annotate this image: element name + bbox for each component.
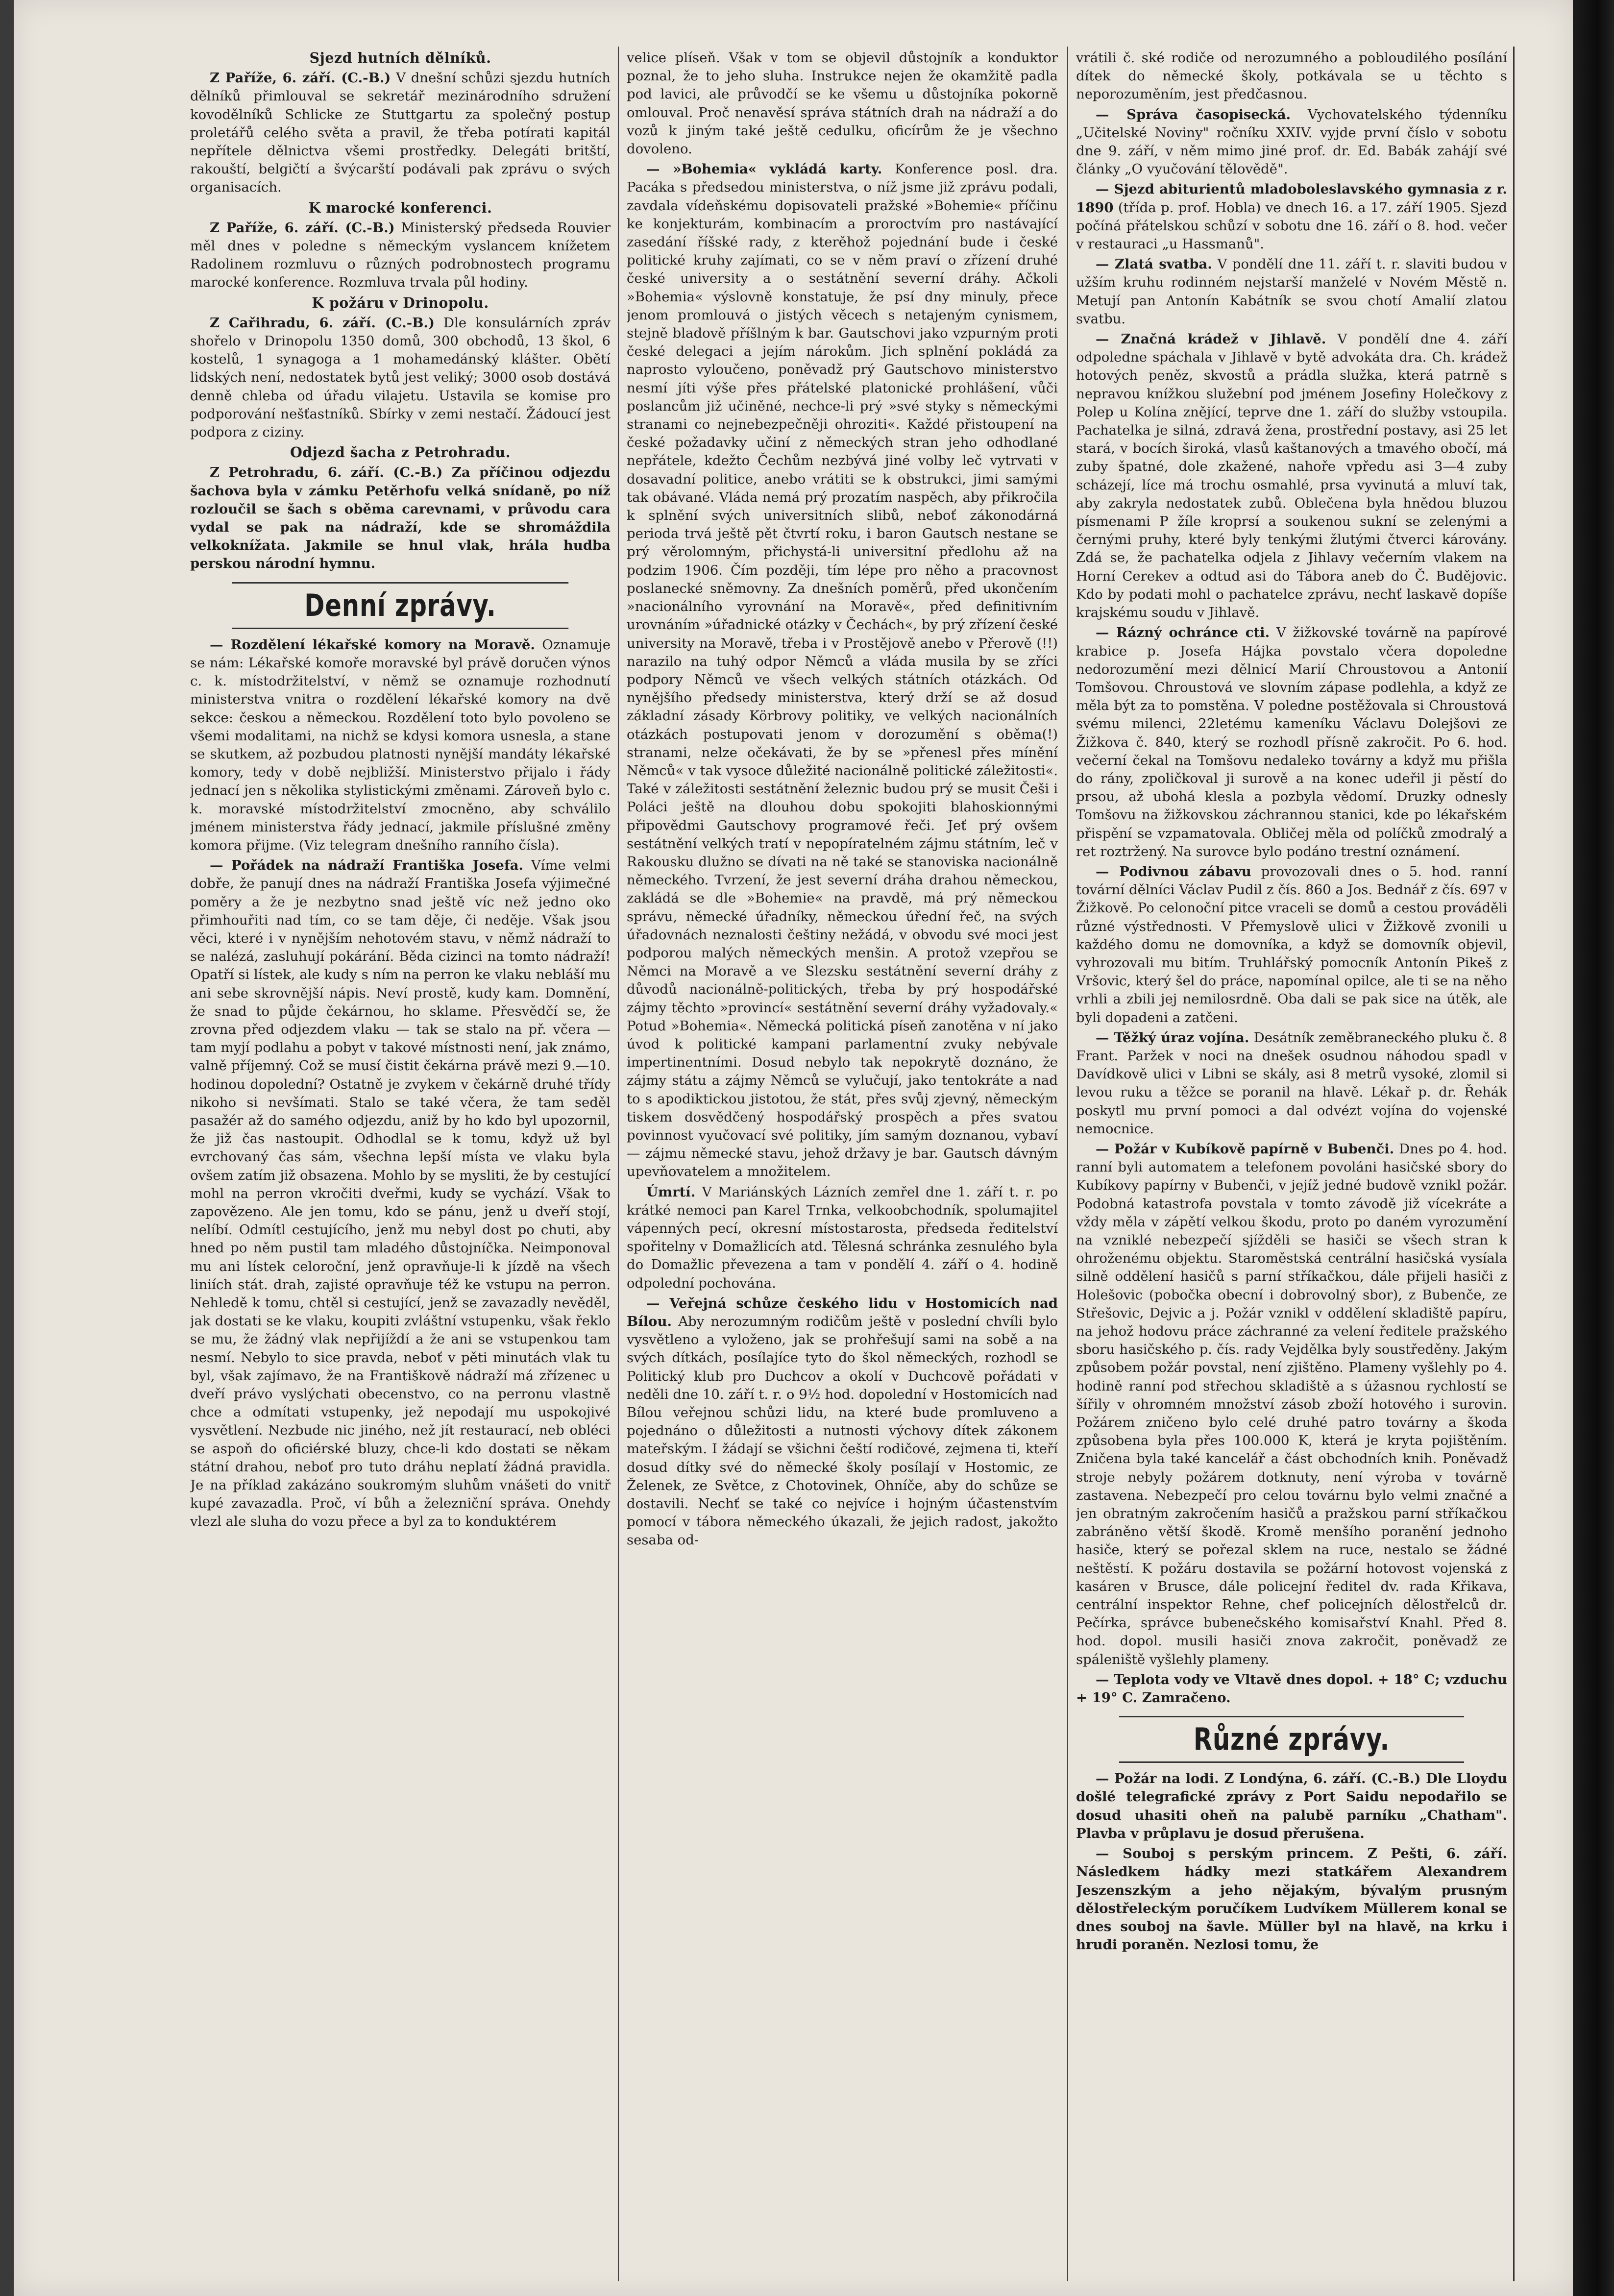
article-body: + 18° C; vzduchu + 19° C. Zamračeno. <box>1076 1671 1507 1706</box>
headline: K marocké konferenci. <box>308 199 492 216</box>
article <box>190 219 611 292</box>
article-lead: Úmrtí. <box>646 1184 696 1200</box>
article-body: V dnešní schůzi sjezdu hutních dělníků přimlouval se sekretář mezinárodního sdružení kovodělníků Schlicke ze Stuttgartu za společný postup proletářů celého světa a pravil, že třeba potírati kapitál nepřítele dělnictva všemi prostředky. Delegáti britští, rakouští, belgičtí a švýcarští podávali pak zprávu o svých organisacích. <box>190 70 611 195</box>
article-body: (třída p. prof. Hobla) ve dnech 16. a 17. září 1905. Sjezd počíná přátelskou schůzí v sobotu dne 16. září o 8. hod. večer v restauraci „u Hassmanů". <box>1076 199 1507 252</box>
article <box>1076 1140 1507 1669</box>
article <box>1076 1770 1507 1843</box>
column-3 <box>1076 49 1507 2286</box>
article-lead: — Správa časopisecká. <box>1096 106 1291 122</box>
article <box>1076 1671 1507 1707</box>
article <box>627 1183 1058 1293</box>
article-lead: — Požár na lodi. <box>1096 1771 1219 1787</box>
scan-edge <box>1573 0 1614 2296</box>
article-body: V pondělí dne 11. září t. r. slaviti budou v užším kruhu rodinném nejstarší manželé v Novém Městě n. Metují pan Antonín Kabátník se svou chotí Amalií zlatou svatbu. <box>1076 256 1507 327</box>
article <box>1076 255 1507 328</box>
article <box>1076 180 1507 253</box>
headline: Odjezd šacha z Petrohradu. <box>290 444 511 461</box>
article <box>627 160 1058 1181</box>
article-body: V žižkovské továrně na papírové krabice p. Josefa Hájka povstalo včera dopoledne nedorozumění mezi dělnicí Marií Chroustovou a Antonií Tomšovou. Chroustová ve slovním zápase podlehla, a když ze měla být za to pomstěna. V poledne postěžovala si Chroustová svému milenci, 22letému kameníku Václavu Dolejšovi ze Žižkova č. 840, který se rozhodl přísně zakročit. Po 6. hod. večerní čekal na Tomšovu nedaleko továrny a když mu přišla do rány, zpoličkoval ji surově a na konec udeřil ji pěstí do prsou, až ubohá klesla a pozbyla vědomí. Druzky odnesly Tomšovu na žižkovskou záchrannou stanici, kde po lékařském přispění se vzpamatovala. Obličej měla od políčků zmodralý a ret roztržený. Na surovce bylo podáno trestní oznámení. <box>1076 625 1507 859</box>
article-lead: — Zlatá svatba. <box>1096 256 1212 272</box>
article-lead: — Rozdělení lékařské komory na Moravě. <box>210 636 535 653</box>
article <box>1076 1845 1507 1954</box>
article-body: Aby nerozumným rodičům ještě v poslední chvíli bylo vysvětleno a vyloženo, jak se prohřešují sami na sobě a na svých dítkách, posílajíce tyto do škol německých, rozhodl se Politický klub pro Duchcov a okolí v Duchcově pořádati v neděli dne 10. září t. r. o 9½ hod. dopolední v Hostomicích nad Bílou veřejnou schůzi lidu, na které bude promluveno a pojednáno o důležitosti a nutnosti výchovy dítek zákonem mateřským. I žádají se všichni čeští rodičové, zejmena ti, kteří dosud dítky své do německé školy posílají v Hostomic, ze Želenek, ze Světce, z Chotovinek, Ohníče, aby do schůze se dostavili. Nechť se také co nejvíce i hojným účastenstvím pomocí v tábora německého úkazali, že jejich radost, jakožto sesaba od- <box>627 1314 1058 1548</box>
dateline: Z Paříže, 6. září. (C.-B.) <box>210 70 391 86</box>
article <box>627 1295 1058 1550</box>
article <box>1076 1029 1507 1138</box>
article-body: V Mariánských Lázních zemřel dne 1. září t. r. po krátké nemoci pan Karel Trnka, velkoobchodník, spolumajitel vápenných pecí, okresní místostarosta, předseda ředitelství spořitelny v Domažlicích atd. Tělesná schránka zesnulého byla do Domažlic převezena a tam v pondělí 4. září o 4. hodině odpolední pochována. <box>627 1184 1058 1291</box>
article-body: Víme velmi dobře, že panují dnes na nádraží Františka Josefa výjimečné poměry a že je nezbytno snad ještě víc než jedno oko přimhouřiti nad tím, co se tam děje, či neděje. Však jsou věci, které i v nynějším nehotovém stavu, v němž nádraží to se nalézá, zasluhují pokárání. Běda cizinci na tomto nádraží! Opatří si lístek, ale kudy s ním na perron ke vlaku nebláší mu ani sebe skrovnější nápis. Neví prostě, kudy kam. Domnění, že snad to půjde čekárnou, ho sklame. Přesvědčí se, že zrovna před odjezdem vlaku — tak se stalo na př. včera — tam myjí podlahu a pobyt v takové místnosti není, jak známo, valně příjemný. Což se musí čistit čekárna právě mezi 9.—10. hodinou dopolední? Ostatně je zvykem v čekárně druhé třídy nikoho si nevšímati. Stalo se také včera, že tam seděl pasažér až do samého odjezdu, aniž by ho kdo byl upozornil, že již čas nastoupit. Odhodlal se k tomu, když už byl evrchovaný čas sám, všechna lepší místa ve vlaku byla ovšem zatím již obsazena. Mohlo by se mysliti, že by cestující mohl na perron vkročiti dveřmi, kudy se vychází. Však to zapovězeno. Ale jen tomu, kdo se pánu, jenž u dveří stojí, nelíbí. Odmítl cestujícího, jenž mu nebyl dost po chuti, aby hned po něm pustil tam mladého důstojníčka. Neimponoval mu ani lístek celoroční, jenž opravňuje-li k jízdě na všech liniích stát. drah, zajisté opravňuje též ke vstupu na perron. Nehledě k tomu, chtěl si cestující, jenž se zavazadly nevěděl, jak dostati se ke vlaku, koupiti zvláštní vstupenku, však řeklo se mu, že žádný vlak nepřijíždí a že ani se vstupenkou tam nesmí. Nebylo to sice pravda, neboť v pěti minutách vlak tu byl, však zajímavo, že na Františkově nádraží má zřízenec u dveří právo vyslýchati obecenstvo, co na perronu vlastně chce a odmítati vstupenky, jež nepodají mu uspokojivé vysvětlení. Nezbude nic jiného, než jít restaurací, neb obléci se aspoň do oficiérské bluzy, chce-li kdo dostati se někam státní drahou, neboť pro tuto dráhu neplatí žádná pravidla. Je na příklad zakázáno soukromým sluhům vnášeti do vnitř kupé zavazadla. Proč, ví bůh a železniční správa. Onehdy vlezl ale sluha do vozu přece a byl za to konduktérem <box>190 857 611 1530</box>
article <box>190 464 611 573</box>
article-continuation: velice plíseň. Však v tom se objevil důstojník a konduktor poznal, že to jeho sluha. Instrukce nejen že okamžitě padla pod lavici, ale průvodčí se ke všemu u důstojníka pokorně omlouval. Proč nenavěsí správa státních drah na nádraží a do vozů k jiným také ještě cedulku, oficírům že je všechno dovoleno. <box>627 50 1058 157</box>
article <box>1076 624 1507 861</box>
article-lead: — Teplota vody ve Vltavě dnes dopol. <box>1096 1671 1373 1687</box>
section-title: Denní zprávy. <box>232 582 568 629</box>
column-2 <box>627 49 1058 2286</box>
article-lead: — Rázný ochránce cti. <box>1096 625 1270 641</box>
article-continuation: vrátili č. ské rodiče od nerozumného a pobloudilého posílání dítek do německé školy, potkávala se u těchto s neporozuměním, jest předčasnou. <box>1076 50 1507 102</box>
article-lead: — Veřejná schůze českého lidu v Hostomicích nad Bílou. <box>627 1295 1058 1330</box>
article-body: Desátník zeměbraneckého pluku č. 8 Frant. Paržek v noci na dnešek osudnou náhodou spadl v Davídkově ulici v Libni se skály, asi 8 metrů vysoké, zlomil si levou ruku a těžce se poranil na hlavě. Lékař p. dr. Řehák poskytl mu první pomoci a dal odvézt vojína do vojenské nemocnice. <box>1076 1029 1507 1137</box>
dateline: Z Cařihradu, 6. září. (C.-B.) <box>210 315 435 331</box>
article-lead: — Pořádek na nádraží Františka Josefa. <box>210 857 524 874</box>
article-body: Vychovatelského týdenníku „Učitelské Noviny" ročníku XXIV. vyjde první číslo v sobotu dne 9. září, v něm mimo jiné prof. dr. Ed. Babák zahájí své články „O vyučování tělovědě". <box>1076 106 1507 177</box>
article-body: Dle konsulárních zpráv shořelo v Drinopolu 1350 domů, 300 obchodů, 13 škol, 6 kostelů, 1 synagoga a 1 mohamedánský klášter. Obětí lidských není, nedostatek bytů jest veliký; 3000 osob dostává denně chleba od úřadu vilajetu. Ustavila se komise pro podporování nešťastníků. Sbírky v zemi nestačí. Žádoucí jest podpora z ciziny. <box>190 315 611 440</box>
dateline: Z Paříže, 6. září. (C.-B.) <box>210 220 395 236</box>
article-lead: — Podivnou zábavu <box>1096 863 1251 879</box>
column-1 <box>190 49 611 2286</box>
article <box>190 69 611 196</box>
column-divider <box>618 47 619 2281</box>
dateline: Z Petrohradu, 6. září. (C.-B.) <box>210 464 443 481</box>
article <box>1076 330 1507 622</box>
article-body: Z Pešti, 6. září. Následkem hádky mezi statkářem Alexandrem Jeszenszkým a jeho nějakým, bývalým prusným dělostřeleckým poručíkem Ludvíkem Müllerem konal se dnes souboj na šavle. Müller byl na hlavě, na krku i hrudi poraněn. Nezlosi tomu, že <box>1076 1846 1507 1953</box>
section-title: Různé zprávy. <box>1119 1716 1464 1763</box>
article-lead: — Těžký úraz vojína. <box>1096 1029 1249 1046</box>
article-body: V pondělí dne 4. září odpoledne spáchala v Jihlavě v bytě advokáta dra. Ch. krádež hotových peněz, skvostů a prádla služka, která patrně s nepravou knížkou služební pod jménem Josefiny Holečkovy z Polep u Kolína znějící, teprve dne 1. září do služby vstoupila. Pachatelka je silná, zdravá žena, prostřední postavy, asi 25 let stará, v bocích široká, vlasů kaštanových a tmavého obočí, má zuby špatné, dole zkažené, nahoře vpředu asi 3—4 zuby scházejí, líce má trochu osmahlé, prsa vyvinutá a mluví tak, aby zakryla nedostatek zubů. Oblečena byla hnědou bluzou písmenami P žíle kroprsí a soukenou sukní se zelenými a černými pruhy, které byly tenkými žlutými čtverci károvány. Zdá se, že pachatelka odjela z Jihlavy večerním vlakem na Horní Cerekev a odtud asi do Tábora aneb do Č. Budějovic. Kdo by podati mohl o pachatelce zprávu, nechť laskavě dopíše krajskému soudu v Jihlavě. <box>1076 331 1507 621</box>
newspaper-page <box>14 0 1573 2296</box>
article <box>190 314 611 441</box>
article <box>190 636 611 855</box>
article-lead: — Sjezd abiturientů mladoboleslavského gymnasia z r. 1890 <box>1076 181 1507 216</box>
page-right-border <box>1513 47 1515 2281</box>
article-body: Za příčinou odjezdu šachova byla v zámku Petěrhofu velká snídaně, po níž rozloučil se šach s oběma carevnami, v průvodu cara vydal se pak na nádraží, kde se shromáždila velkoknížata. Jakmile se hnul vlak, hrála hudba perskou národní hymnu. <box>190 464 611 572</box>
article-lead: — Značná krádež v Jihlavě. <box>1096 331 1326 347</box>
article-body: provozovali dnes o 5. hod. ranní tovární dělníci Václav Pudil z čís. 860 a Jos. Bednář z čís. 697 v Žižkově. Po celonoční pitce vraceli se domů a cestou prováděli různé výstřednosti. V Přemyslově ulici v Žižkově zvonili u každého domu ne domovníka, a když se domovník objevil, vyhrozovali mu bitím. Truhlářský pomocník Antonín Pikeš z Vršovic, který šel do práce, napomínal opilce, ale ti se na něho vrhli a zbili jej nemilosrdně. Oba dali se pak sice na útěk, ale byli dopadeni a zatčeni. <box>1076 863 1507 1026</box>
article-lead: — Souboj s perským princem. <box>1096 1846 1354 1862</box>
article-lead: — Požár v Kubíkově papírně v Bubenči. <box>1096 1141 1394 1157</box>
article-body: Oznamuje se nám: Lékařské komoře moravské byl právě doručen výnos c. k. místodržitelství, v němž se oznamuje rozhodnutí ministerstva vnitra o rozdělení lékařské komory na dvě sekce: českou a německou. Rozdělení toto bylo povoleno se všemi modalitami, na nichž se kdysi komora usnesla, a stane se skutkem, až pozbudou platnosti nynější mandáty lékařské komory, tedy v době nejbližší. Ministerstvo přijalo i řády jednací jen s několika stylistickými změnami. Zároveň bylo c. k. moravské místodržitelství zmocněno, aby schválilo jménem ministerstva řády jednací, jakmile příslušné změny komora přijme. (Viz telegram dnešního ranního čísla). <box>190 636 611 853</box>
article-lead: — »Bohemia« vykládá karty. <box>646 161 882 177</box>
headline: Sjezd hutních dělníků. <box>309 49 491 66</box>
article-body: Z Londýna, 6. září. (C.-B.) Dle Lloydu došlé telegrafické zprávy z Port Saidu nepodařilo se dosud uhasiti oheň na palubě parníku „Chatham". Plavba v průplavu je dosud přerušena. <box>1076 1771 1507 1841</box>
article <box>1076 106 1507 179</box>
headline: K požáru v Drinopolu. <box>312 294 489 311</box>
article <box>1076 863 1507 1027</box>
column-divider <box>1067 47 1068 2281</box>
article <box>190 856 611 1531</box>
article-body: Dnes po 4. hod. ranní byli automatem a telefonem povoláni hasičské sbory do Kubíkovy papírny v Bubenči, v jejíž jedné budově vznikl požár. Podobná katastrofa povstala v tomto závodě již vícekráte a vždy měla v zápětí velkou škodu, proto po daném vyrozumění na vzniklé nebezpečí sjížděli se hasiči se všech stran k ohroženému objektu. Staroměstská centrální hasičská vysíala silně oddělení hasičů s parní stříkačkou, dále přijeli hasiči z Holešovic (pobočka obecní i dobrovolný sbor), z Bubenče, ze Střešovic, Dejvic a j. Požár vznikl v oddělení skladiště papíru, na jehož hodovu práce záchranné za velení ředitele pražského sboru hasičského p. čís. rady Vejdělka byly soustředěny. Jakým způsobem požár povstal, není zjištěno. Plameny vyšlehly po 4. hodině ranní pod střechou skladiště a s úžasnou rychlostí se šířily v ohromném množství zásob zboží hotového i surovin. Požárem zničeno bylo celé druhé patro továrny a škoda způsobena byla přes 100.000 K, která je kryta pojištěním. Zničena byla také kancelář a část obchodních knih. Poněvadž stroje nebyly požárem dotknuty, není výroba v továrně zastavena. Nebezpečí pro celou továrnu bylo velmi značné a jen obratným zakročením hasičů a pražskou parní stříkačkou zabráněno větší škodě. Kromě menšího poranění jednoho hasiče, který se pořezal sklem na ruce, nestalo se žádné neštěstí. K požáru dostavila se požární hotovost vojenská z kasáren v Brusce, dále policejní ředitel dv. rada Křikava, centrální inspektor Rehne, chef policejních dělostřelců dr. Pečírka, správce bubenečského komisařství Knahl. Před 8. hod. dopol. musili hasiči znova zakročit, poněvadž ze spáleniště vyšlehly plameny. <box>1076 1141 1507 1667</box>
article-body: Konference posl. dra. Pacáka s předsedou ministerstva, o níž jsme již zprávu podali, zavdala vídeňskému dopisovateli pražské »Bohemie« příčinu ke konjekturám, kombinacím a proroctvím pro nastávající zasedání říšské rady, z kterěhož pojednání bude i české politické kruhy zajímati, co se v něm praví o zřízení druhé české university a o sestátnění severní dráhy. Ačkoli »Bohemia« výslovně konstatuje, že psí dny minuly, přece jenom promlouvá o jistých věcech s netajeným cynismem, stejně bladově příšlným k bar. Gautschovi jako vzpurným proti české delegaci a jejím nárokům. Jich splnění pokládá za naprosto vyloučeno, poněvadž prý Gautschovo ministerstvo nesmí jíti výše přes přátelské platonické prohlášení, vůči poslancům již učiněné, nechce-li prý »své styky s německými stranami co nejnebezpečněji ohroziti«. Každé přistoupení na české požadavky učiní z německých stran jeho odhodlané nepřátele, kdežto Čechům nezbývá jiné volby leč vytrvati v dosavadní politice, anebo vrátiti se k obstrukci, jimi samými tak obávané. Vláda nemá prý prozatím naspěch, aby přikročila k splnění svých universitních slibů, neboť zákonodárná perioda trvá ještě pět čtvrtí roku, i baron Gautsch nestane se prý věrolomným, přichystá-li universitní předlohu až na podzim 1906. Čím později, tím lépe pro něho a pracovnost poslanecké sněmovny. Za dnešních poměrů, před ukončením »nacionálního vyrovnání na Moravě«, před definitivním urovnáním »úřadnické otázky v Čechách«, by prý zřízení české university na Moravě, třeba i v Prostějově anebo v Přerově (!!) narazilo na tuhý odpor Němců a vláda musila by se zříci podpory Němců ve všech velkých státních otázkách. Od nynějšího předsedy ministerstva, který drží se až dosud základní zásady Körbrovy politiky, ve velkých nacionálních otázkách postupovati jenom v dorozumění s oběma(!) stranami, nelze očekávati, že by se »přenesl přes mínění Němců« v tak vysoce důležité nacionálně politické záležitosti«. Také v záležitosti sestátnění železnic budou prý se musit Češi i Poláci ještě na dlouhou dobu spokojiti blahoskionnými připovědmi Gautschovy programové řeči. Jeť prý ovšem sestátnění velkých tratí v nepopíratelném zájmu státním, leč v Rakousku dlužno se dívati na ně také se stanoviska nacionálně německého. Tvrzení, že jest severní dráha drahou německou, zakládá se dle »Bohemie« na pravdě, má prý německou správu, německé úřadníky, německou úřední řeč, na svých úřadovnách neznalosti češtiny nežádá, v obvodu své moci jest podporou malých německých menšin. A protož vzepřou se Němci na Moravě a ve Slezsku sestátnění severní dráhy z důvodů nacionálně-politických, třeba by prý hospodářské zájmy těchto »provincí« sestátnění severní dráhy vyžadovaly.« Potud »Bohemia«. Německá politická píseň zanotěna v ní jako úvod k politické kampani parlamentní zvuky nebývale impertinentními. Dosud nebylo tak nepokrytě doznáno, že zájmy státu a zájmy Němců se vylučují, jako tentokráte a nad to s apodiktickou jistotou, že stát, přes svůj zjevný, německým tiskem dosvědčený hospodářský prospěch a přes svatou povinnost vyučovací své politiky, jím samým doznanou, vybaví — zájmu německé stavu, jehož državy je bar. Gautsch dávným upevňovatelem a množitelem. <box>627 161 1058 1180</box>
article-body: Ministerský předseda Rouvier měl dnes v poledne s německým vyslancem knížetem Radolinem rozmluvu o různých podrobnostech programu marocké konference. Rozmluva trvala půl hodiny. <box>190 220 611 291</box>
